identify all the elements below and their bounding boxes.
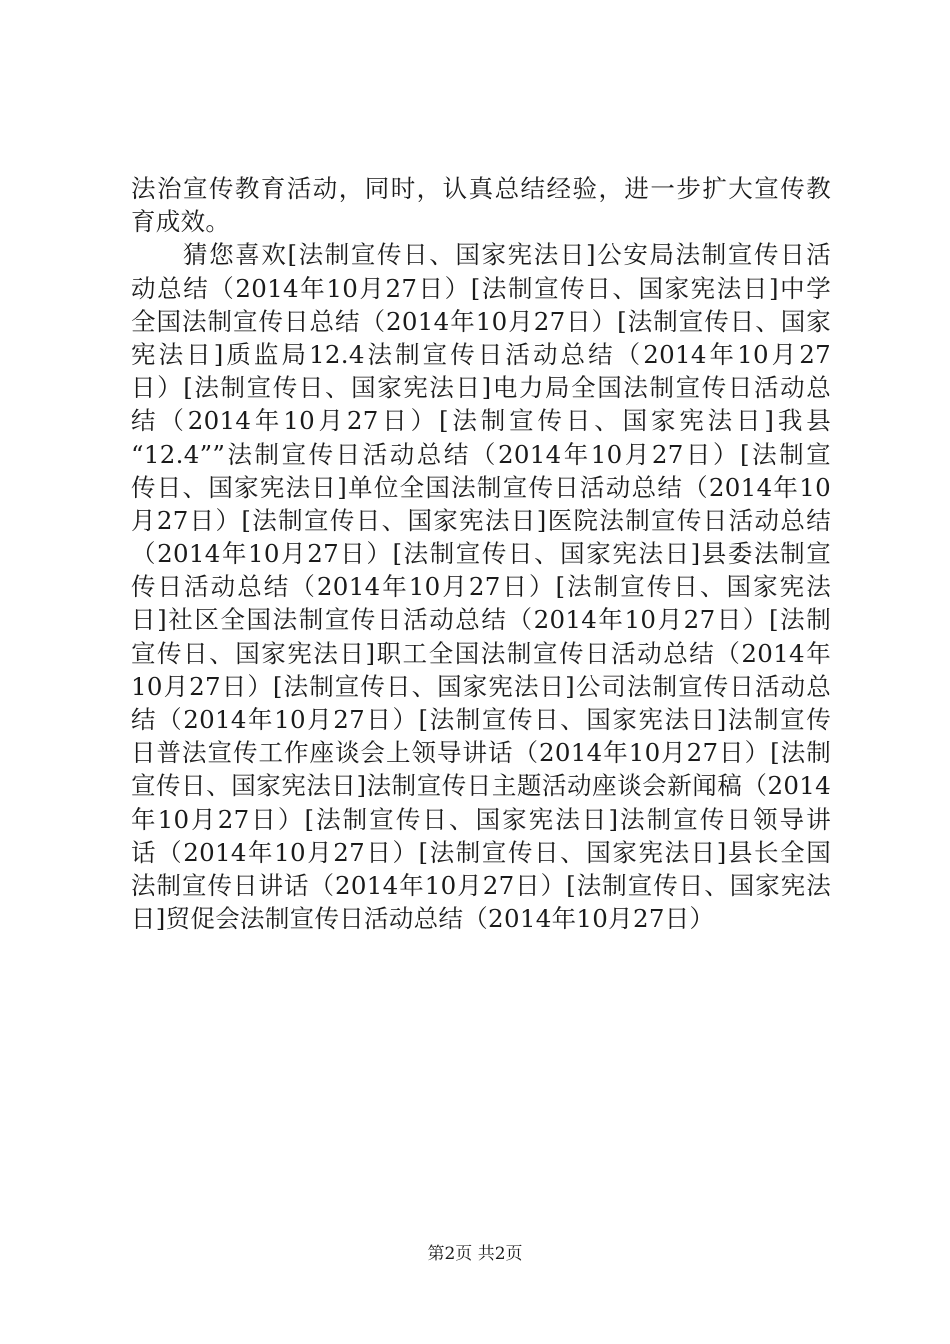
text-line-7: 日）[法制宣传日、国家宪法日]电力局全国法制宣传日活动总 bbox=[131, 373, 831, 403]
text-line-16: 10月27日）[法制宣传日、国家宪法日]公司法制宣传日活动总 bbox=[131, 671, 831, 701]
text-line-2: 育成效。 bbox=[131, 207, 231, 237]
text-line-6: 宪法日]质监局12.4法制宣传日活动总结（2014年10月27 bbox=[131, 339, 831, 369]
text-line-14: 日]社区全国法制宣传日活动总结（2014年10月27日）[法制 bbox=[131, 605, 831, 635]
text-line-13: 传日活动总结（2014年10月27日）[法制宣传日、国家宪法 bbox=[131, 572, 831, 602]
text-line-22: 法制宣传日讲话（2014年10月27日）[法制宣传日、国家宪法 bbox=[131, 870, 831, 900]
text-line-20: 年10月27日）[法制宣传日、国家宪法日]法制宣传日领导讲 bbox=[131, 804, 831, 834]
text-line-8: 结（2014年10月27日）[法制宣传日、国家宪法日]我县 bbox=[131, 406, 831, 436]
text-line-21: 话（2014年10月27日）[法制宣传日、国家宪法日]县长全国 bbox=[131, 837, 831, 867]
text-line-18: 日普法宣传工作座谈会上领导讲话（2014年10月27日）[法制 bbox=[131, 738, 831, 768]
text-line-3: 猜您喜欢[法制宣传日、国家宪法日]公安局法制宣传日活 bbox=[183, 240, 831, 270]
text-line-15: 宣传日、国家宪法日]职工全国法制宣传日活动总结（2014年 bbox=[131, 638, 831, 668]
text-line-23: 日]贸促会法制宣传日活动总结（2014年10月27日） bbox=[131, 904, 715, 934]
text-line-17: 结（2014年10月27日）[法制宣传日、国家宪法日]法制宣传 bbox=[131, 705, 831, 734]
text-line-12: （2014年10月27日）[法制宣传日、国家宪法日]县委法制宣 bbox=[131, 539, 831, 569]
text-line-10: 传日、国家宪法日]单位全国法制宣传日活动总结（2014年10 bbox=[131, 472, 831, 502]
text-line-11: 月27日）[法制宣传日、国家宪法日]医院法制宣传日活动总结 bbox=[131, 505, 831, 535]
page-number-footer: 第2页 共2页 bbox=[427, 1244, 523, 1264]
document-body bbox=[131, 172, 831, 935]
text-line-19: 宣传日、国家宪法日]法制宣传日主题活动座谈会新闻稿（2014 bbox=[131, 771, 831, 801]
text-line-5: 全国法制宣传日总结（2014年10月27日）[法制宣传日、国家 bbox=[131, 306, 831, 336]
text-line-4: 动总结（2014年10月27日）[法制宣传日、国家宪法日]中学 bbox=[131, 273, 831, 303]
text-line-9: “12.4””法制宣传日活动总结（2014年10月27日）[法制宣 bbox=[131, 439, 831, 469]
text-line-1: 法治宣传教育活动，同时，认真总结经验，进一步扩大宣传教 bbox=[131, 174, 831, 203]
